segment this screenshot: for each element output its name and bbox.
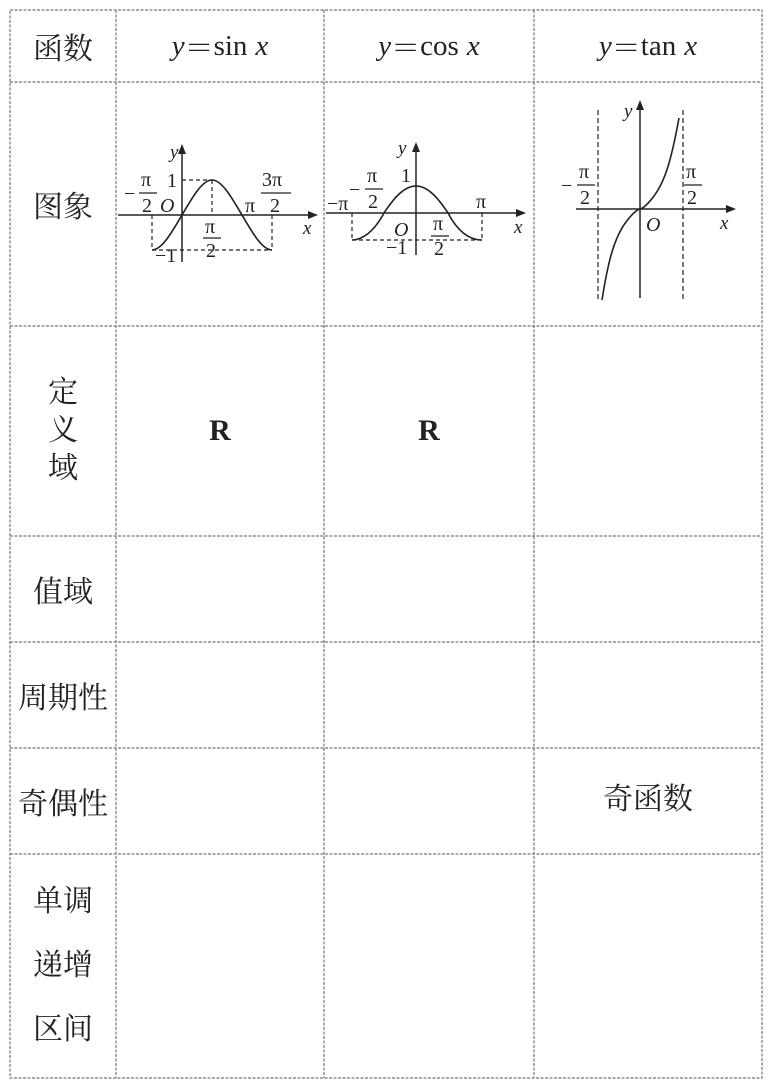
header-tan-fn: tan: [640, 29, 677, 62]
tan-half-pi-num: π: [686, 161, 697, 183]
table-grid: [10, 10, 762, 1078]
cos-neg-half-pi-minus: −: [349, 179, 361, 201]
domain-tan: [534, 326, 762, 536]
cos-graph: [326, 138, 526, 260]
sin-half-pi-num: π: [205, 216, 216, 238]
tan-origin-label: O: [646, 214, 661, 236]
row-label-monotonic-line-3: 区间: [33, 1012, 93, 1047]
cos-minus-pi-label: −π: [327, 193, 349, 215]
sin-origin-label: O: [160, 195, 175, 217]
row-label-domain-char-3: 域: [48, 451, 78, 486]
sin-y-arrow: [178, 144, 186, 154]
domain-cos: [324, 326, 534, 536]
row-label-graph-text: 图象: [33, 190, 93, 225]
cos-neg-half-pi-den: 2: [368, 191, 378, 213]
tan-y-label: y: [624, 101, 633, 122]
row-label-parity: [10, 748, 116, 854]
tan-x-label: x: [720, 213, 729, 234]
header-cos: [324, 10, 534, 82]
sin-pi-label: π: [245, 195, 256, 217]
cos-y-arrow: [412, 142, 420, 152]
header-tan-x: x: [684, 29, 698, 62]
sin-neg-half-pi-num: π: [141, 169, 152, 191]
row-label-function: [10, 10, 116, 82]
tan-neg-half-pi-num: π: [579, 161, 590, 183]
row-label-graph: [10, 82, 116, 326]
tan-y-arrow: [636, 100, 644, 110]
domain-sin: [116, 326, 324, 536]
header-sin-x: x: [255, 29, 269, 62]
sin-neg-half-pi-den: 2: [142, 195, 152, 217]
sin-three-half-pi-num: 3π: [262, 169, 283, 191]
tan-half-pi-den: 2: [687, 187, 697, 209]
header-cos-x: x: [466, 29, 480, 62]
header-sin-y: y: [171, 29, 185, 62]
row-label-range: [10, 536, 116, 642]
sin-one-label: 1: [167, 170, 177, 192]
cos-y-label: y: [398, 138, 407, 159]
header-tan-eq: ＝: [611, 32, 641, 65]
sin-three-half-pi-den: 2: [270, 195, 280, 217]
row-label-parity-text: 奇偶性: [18, 787, 108, 822]
row-label-function-text: 函数: [33, 32, 93, 67]
tan-neg-half-pi-den: 2: [580, 187, 590, 209]
row-label-range-text: 值域: [33, 575, 93, 610]
cos-half-pi-num: π: [433, 213, 444, 235]
header-tan: [534, 10, 762, 82]
sin-minus-one-label: −1: [155, 245, 177, 267]
sin-neg-half-pi-minus: −: [124, 183, 136, 205]
row-label-domain: [10, 326, 116, 536]
sin-y-label: y: [170, 142, 179, 163]
header-cos-fn: cos: [420, 29, 459, 62]
sin-graph: [118, 142, 318, 267]
tan-graph: [561, 100, 736, 302]
row-label-monotonic-line-2: 递增: [33, 948, 93, 983]
tan-x-arrow: [726, 205, 736, 213]
cos-half-pi-den: 2: [434, 238, 444, 260]
cos-minus-one-label: −1: [386, 237, 408, 259]
header-sin-eq: ＝: [184, 32, 214, 65]
cos-one-label: 1: [401, 165, 411, 187]
header-tan-y: y: [598, 29, 612, 62]
cos-x-arrow: [516, 209, 526, 217]
cos-x-label: x: [514, 217, 523, 238]
domain-cos-value: R: [418, 414, 440, 447]
header-cos-y: y: [378, 29, 392, 62]
row-label-domain-char-2: 义: [48, 413, 78, 448]
parity-tan-value: 奇函数: [603, 782, 693, 817]
cos-origin-label: O: [394, 219, 409, 241]
row-label-monotonic-line-1: 单调: [33, 884, 93, 919]
row-label-monotonic: [10, 854, 116, 1078]
domain-sin-value: R: [209, 414, 231, 447]
cos-pi-label: π: [476, 191, 487, 213]
row-label-domain-char-1: 定: [48, 375, 78, 410]
sin-x-label: x: [303, 218, 312, 239]
header-cos-eq: ＝: [391, 32, 421, 65]
cos-neg-half-pi-num: π: [367, 165, 378, 187]
parity-tan: [534, 748, 762, 844]
row-label-period-text: 周期性: [18, 681, 108, 716]
header-sin-fn: sin: [213, 29, 248, 62]
sin-half-pi-den: 2: [206, 240, 216, 262]
row-label-period: [10, 642, 116, 748]
header-sin: [116, 10, 324, 82]
tan-neg-half-pi-minus: −: [561, 175, 573, 197]
